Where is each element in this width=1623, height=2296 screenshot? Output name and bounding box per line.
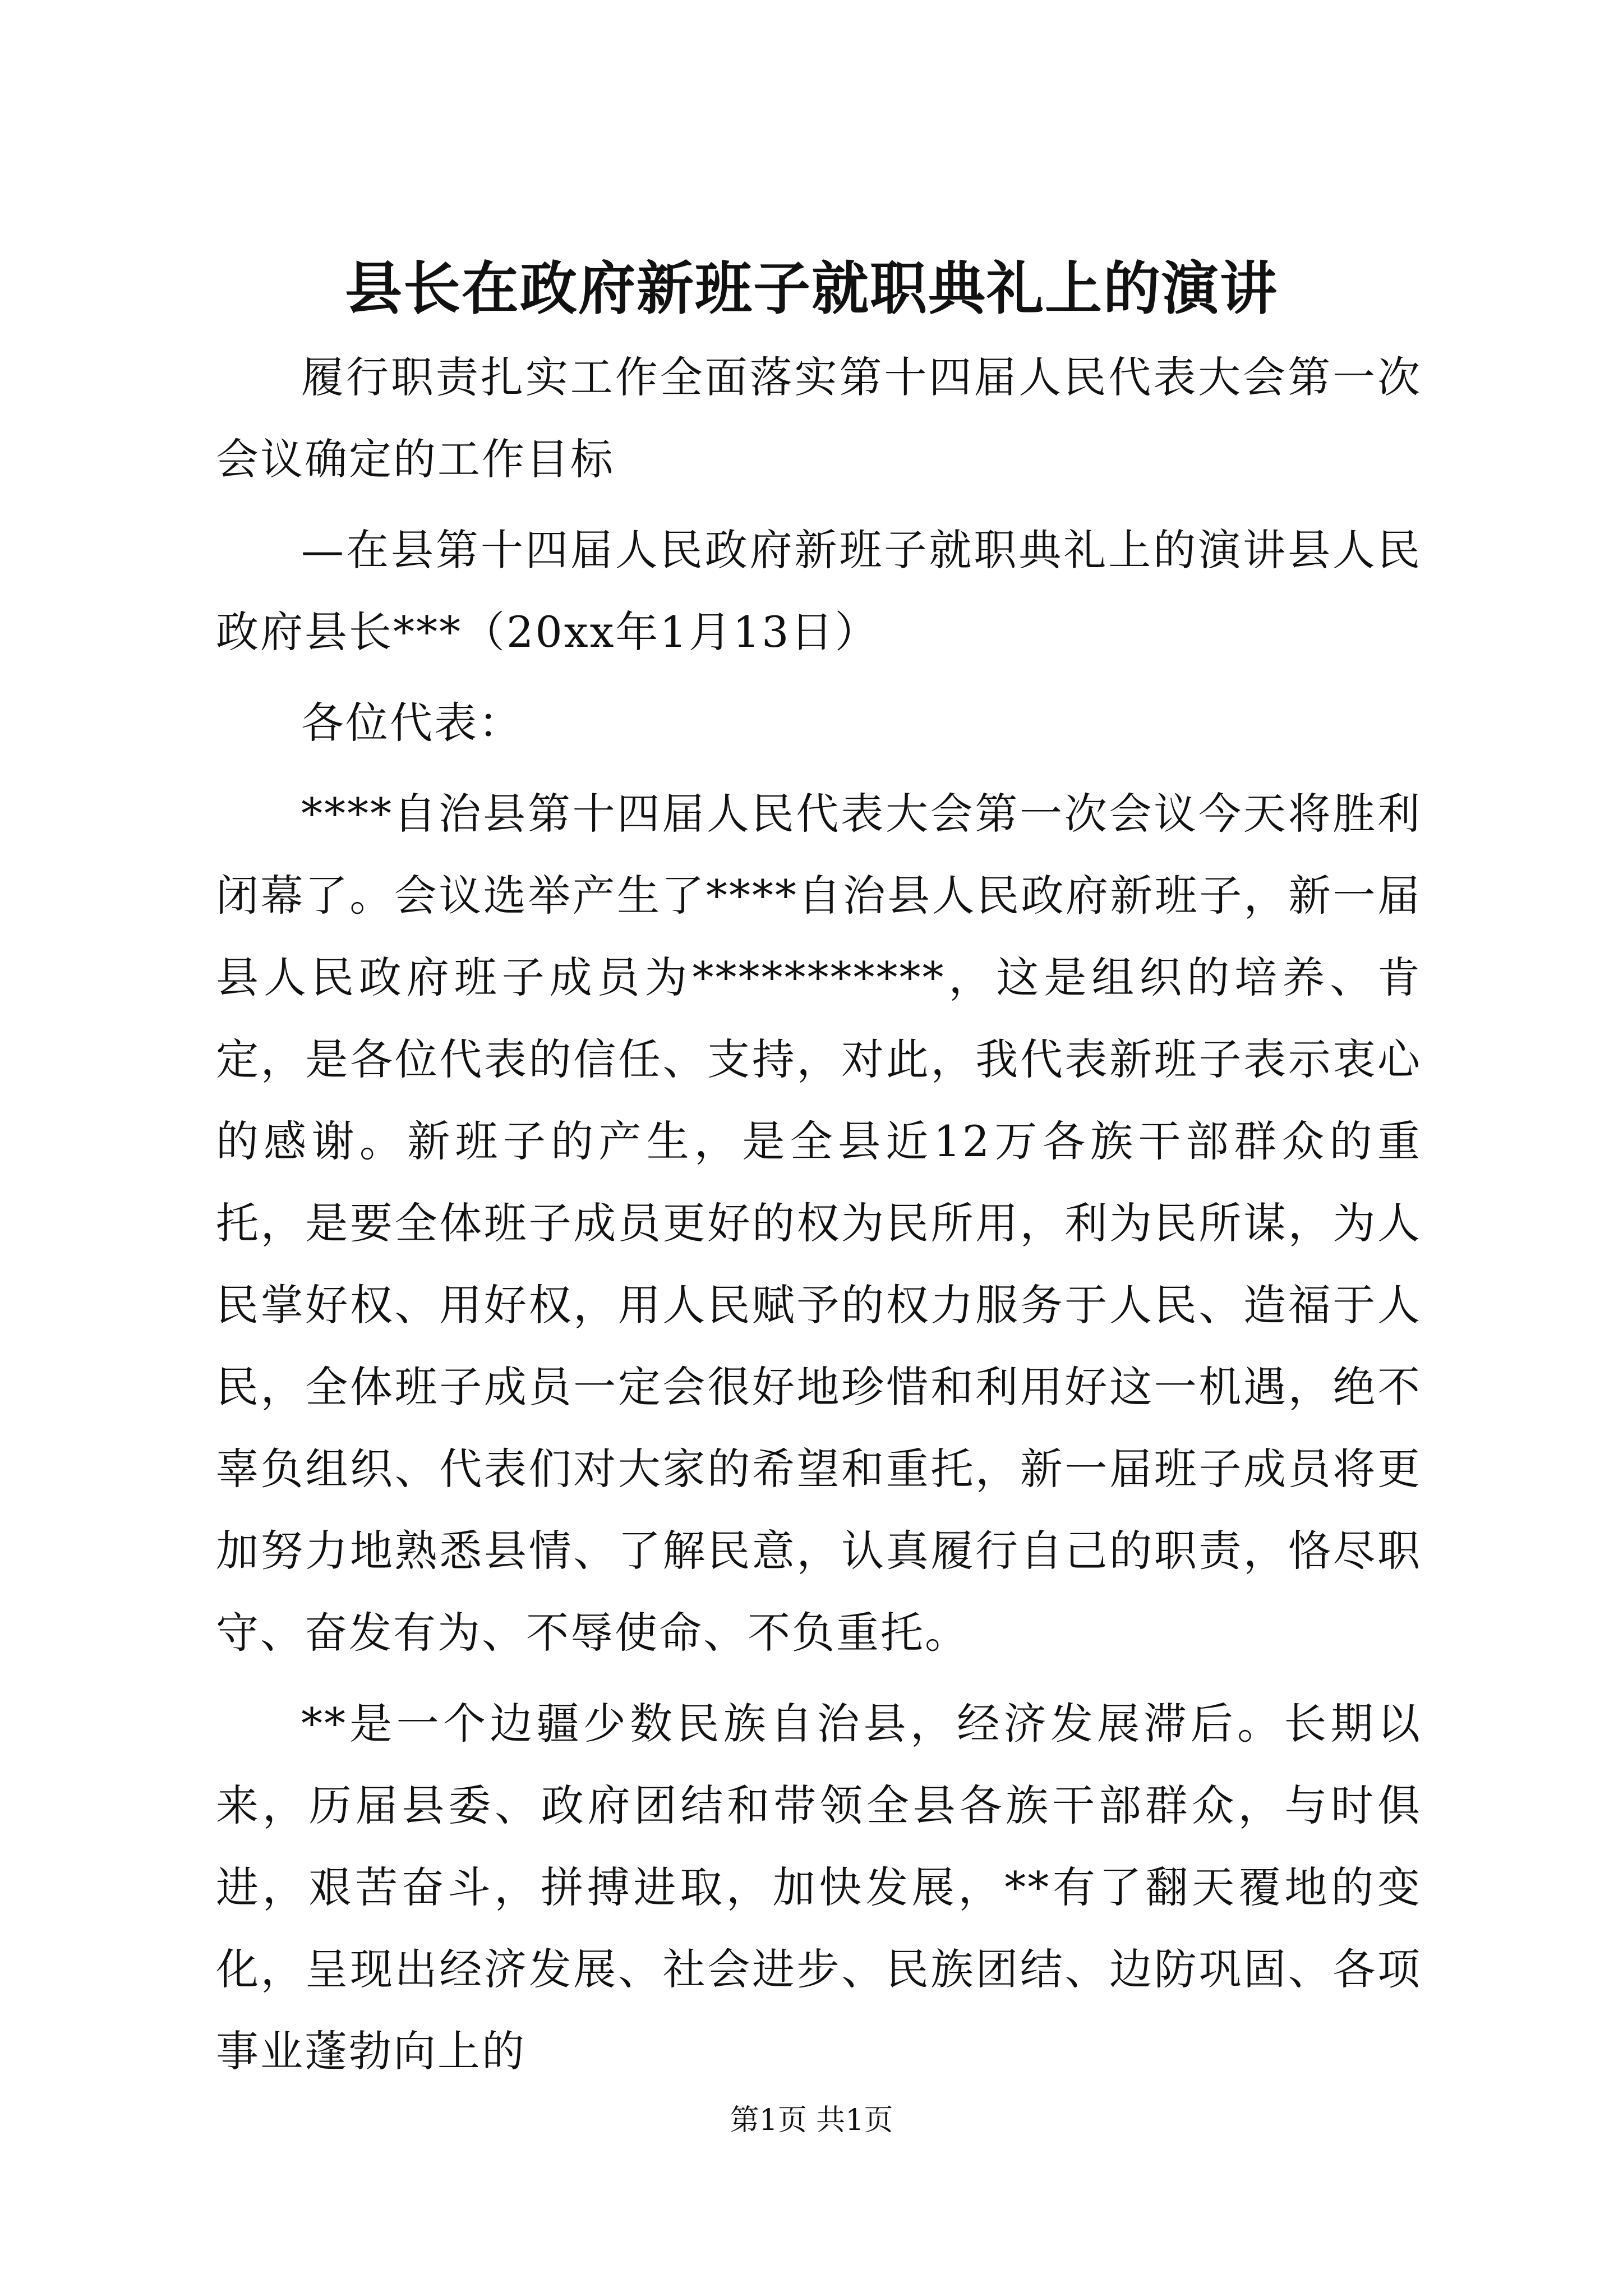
- body-paragraph: **是一个边疆少数民族自治县，经济发展滞后。长期以来，历届县委、政府团结和带领全县各族干部群众，与时俱进，艰苦奋斗，拼搏进取，加快发展，**有了翻天覆地的变化，呈现出经济发展、社会进步、民族团结、边防巩固、各项事业蓬勃向上的: [216, 1699, 1422, 2076]
- subtitle-paragraph: 履行职责扎实工作全面落实第十四届人民代表大会第一次会议确定的工作目标: [216, 352, 1422, 484]
- body-paragraph: ****自治县第十四届人民代表大会第一次会议今天将胜利闭幕了。会议选举产生了****自治县人民政府新班子，新一届县人民政府班子成员为***********，这是组织的培养、肯定，是各位代表的信任、支持，对此，我代表新班子表示衷心的感谢。新班子的产生，是全县近12万各族干部群众的重托，是要全体班子成员更好的权为民所用，利为民所谋，为人民掌好权、用好权，用人民赋予的权力服务于人民、造福于人民，全体班子成员一定会很好地珍惜和利用好这一机遇，绝不辜负组织、代表们对大家的希望和重托，新一届班子成员将更加努力地熟悉县情、了解民意，认真履行自己的职责，恪尽职守、奋发有为、不辱使命、不负重托。: [216, 789, 1422, 1658]
- salutation-paragraph: 各位代表：: [301, 698, 523, 748]
- page-footer: 第1页 共1页: [730, 2104, 893, 2137]
- document-title: 县长在政府新班子就职典礼上的演讲: [345, 255, 1278, 323]
- document-body: [216, 337, 1422, 2101]
- speaker-line-paragraph: —在县第十四届人民政府新班子就职典礼上的演讲县人民政府县长***（20xx年1月13日）: [216, 525, 1422, 657]
